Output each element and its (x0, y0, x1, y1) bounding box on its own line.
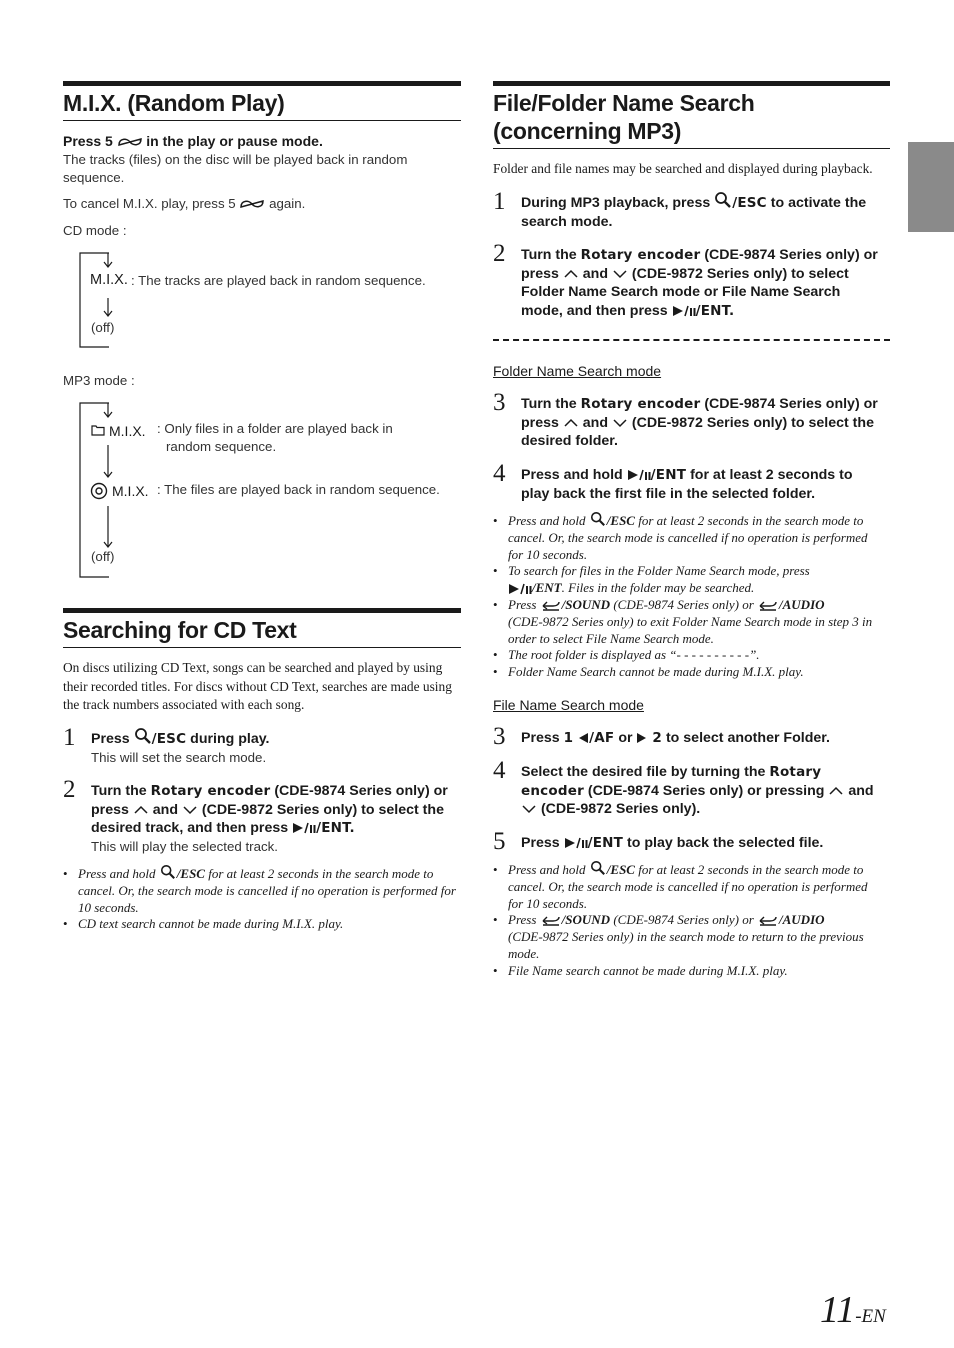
folder-note-2 (493, 563, 893, 597)
folder-step4-d: play back the first file in the selected folder. (521, 485, 816, 502)
file-step3-a: Press (521, 730, 560, 746)
file-step5-a: Press (521, 835, 560, 851)
file-note-2 (493, 912, 893, 962)
random-icon (239, 197, 265, 211)
folder-step2-rotary: Rotary encoder (580, 247, 701, 263)
folder-step4-a: Press and hold (521, 467, 623, 483)
file-step4-b: (CDE-9874 Series only) or pressing (587, 782, 825, 799)
page-number-suffix: -EN (855, 1306, 886, 1327)
cdtext-step2-f: desired track, and then press (91, 820, 289, 837)
random-icon (117, 135, 143, 149)
return-icon (757, 600, 779, 612)
file-step3-text (521, 729, 896, 748)
file-step3-d: or (618, 730, 633, 746)
file-step4-encoder: encoder (521, 782, 584, 799)
folder-notes (493, 513, 893, 681)
folder-step2-e: (CDE-9872 Series only) to select (631, 265, 849, 282)
file-note-1 (493, 862, 893, 912)
folder-title-line-2: (concerning MP3) (493, 118, 682, 144)
folder-step1-text (521, 194, 891, 231)
cdtext-step2-ent: /ENT. (316, 820, 355, 837)
cdtext-step2-a: Turn the (91, 783, 147, 799)
folder-step3-a: Turn the (521, 396, 577, 412)
file-step4-text (521, 763, 896, 819)
folder-section-title (493, 81, 890, 149)
cdtext-step1-c: during play. (190, 731, 270, 747)
search-icon (159, 864, 177, 880)
folder-note-3-audio: /AUDIO (779, 596, 825, 612)
file-step5-text (521, 834, 896, 853)
folder-note-3 (493, 597, 893, 647)
mix-press-instruction (63, 132, 463, 151)
cdtext-step1-sub: This will set the search mode. (91, 750, 267, 765)
chevron-down-icon (612, 418, 628, 428)
cd-mix-description: : The tracks are played back in random sequence. (131, 273, 426, 288)
play-pause-icon (292, 822, 316, 834)
folder-note-1-a: Press and hold (508, 513, 586, 528)
play-pause-icon (564, 837, 588, 849)
file-note-3: • File Name search cannot be made during M.I.X. play. (493, 963, 893, 980)
mp3-mode-label: MP3 mode : (63, 373, 135, 388)
folder-step4-text (521, 466, 896, 503)
cdtext-step2-text (91, 782, 466, 838)
file-step3-af: /AF (589, 730, 615, 746)
folder-step3-d: and (582, 414, 608, 431)
chevron-up-icon (828, 786, 844, 796)
mix-cancel-a: To cancel M.I.X. play, press 5 (63, 196, 236, 211)
cdtext-note-1-a: Press and hold (78, 866, 156, 881)
chevron-down-icon (182, 805, 198, 815)
file-note-2-e: (CDE-9872 Series only) in the search mode to return to the previous (508, 929, 864, 945)
mix-description: The tracks (files) on the disc will be played back in random sequence. (63, 152, 408, 185)
file-step4-rotary: Rotary (769, 764, 822, 780)
folder-note-3-c: (CDE-9874 Series only) or (613, 596, 754, 612)
mix-cancel-b: again. (269, 196, 306, 211)
file-note-2-c: (CDE-9874 Series only) or (613, 912, 754, 928)
file-step5-ent: /ENT (587, 835, 624, 851)
cdtext-step2-b: (CDE-9874 Series only) or (274, 783, 448, 799)
file-step4-number: 4 (493, 757, 506, 784)
file-step5-c: to play back the selected file. (627, 835, 824, 851)
folder-step1-esc: /ESC (732, 195, 767, 211)
folder-step2-f: Folder Name Search mode or File Name Search (521, 284, 841, 301)
disc-icon (90, 482, 108, 500)
file-step3-key1: 1 (563, 730, 574, 746)
cdtext-step2-c: press (91, 801, 129, 818)
file-note-1-c: for at least 2 seconds in the search mode to (638, 862, 864, 877)
file-note-1-esc: /ESC (606, 862, 635, 877)
cdtext-step2-sub: This will play the selected track. (91, 839, 278, 854)
search-icon (714, 191, 732, 209)
cdtext-step1-a: Press (91, 731, 130, 747)
mix-press-b: in the play or pause mode. (146, 133, 323, 149)
file-step4-d: (CDE-9872 Series only). (540, 801, 701, 818)
play-pause-icon (508, 583, 532, 595)
folder-step3-f: desired folder. (521, 433, 618, 450)
folder-step1-d: search mode. (521, 213, 613, 230)
right-arrow-icon (636, 732, 648, 744)
cdtext-step1-number: 1 (63, 724, 76, 751)
mix-title-text: M.I.X. (Random Play) (63, 90, 285, 116)
file-step4-c: and (848, 782, 874, 799)
folder-note-1-d: cancel. Or, the search mode is cancelled if no operation is performed (508, 529, 868, 545)
folder-step2-d: and (582, 265, 608, 282)
folder-step1-c: to activate the (770, 195, 867, 211)
folder-mode-heading: Folder Name Search mode (493, 363, 662, 379)
folder-step3-number: 3 (493, 389, 506, 416)
search-icon (134, 727, 152, 745)
folder-icon (91, 424, 105, 436)
folder-step4-number: 4 (493, 460, 506, 487)
mp3-off-label: (off) (91, 549, 115, 564)
chevron-down-icon (612, 269, 628, 279)
mp3-folder-mix-desc-2: random sequence. (166, 439, 277, 454)
cdtext-step2-rotary: Rotary encoder (150, 783, 271, 799)
folder-step2-b: (CDE-9874 Series only) or (704, 247, 878, 263)
folder-note-3-e: (CDE-9872 Series only) to exit Folder Name Search mode in step 3 in (508, 613, 873, 629)
mix-press-a: Press 5 (63, 133, 113, 149)
page-number-value: 11 (820, 1289, 856, 1331)
folder-note-1-e: for 10 seconds. (508, 546, 588, 562)
file-note-1-a: Press and hold (508, 862, 586, 877)
cdtext-step2-d: and (152, 801, 178, 818)
section-tab (908, 142, 954, 232)
cdtext-step2-e: (CDE-9872 Series only) to select the (201, 801, 444, 818)
folder-step1-a: During MP3 playback, press (521, 195, 711, 211)
folder-step4-c: for at least 2 seconds to (690, 467, 853, 483)
chevron-down-icon (521, 804, 537, 814)
cdtext-note-2: • CD text search cannot be made during M.I.X. play. (63, 916, 461, 933)
left-arrow-icon (577, 732, 589, 744)
dashed-divider (493, 339, 890, 341)
file-note-1-d: cancel. Or, the search mode is cancelled if no operation is performed (508, 878, 868, 894)
file-step3-f: to select another Folder. (665, 730, 830, 746)
file-note-2-f: mode. (508, 945, 540, 961)
search-icon (589, 511, 607, 527)
file-step5-number: 5 (493, 828, 506, 855)
chevron-up-icon (563, 269, 579, 279)
mp3-folder-mix-label: M.I.X. (109, 423, 146, 439)
search-icon (589, 860, 607, 876)
folder-note-3-a: Press (508, 596, 537, 612)
file-notes (493, 862, 893, 980)
cdtext-note-1 (63, 866, 461, 916)
mp3-folder-mix-desc-1: : Only files in a folder are played back in (157, 421, 393, 436)
folder-step2-ent: /ENT. (695, 302, 735, 319)
folder-step3-rotary: Rotary encoder (580, 396, 701, 412)
cdtext-title-text: Searching for CD Text (63, 617, 297, 643)
chevron-up-icon (133, 805, 149, 815)
folder-step3-c: press (521, 414, 559, 431)
return-icon (757, 915, 779, 927)
folder-note-5: • Folder Name Search cannot be made during M.I.X. play. (493, 664, 893, 681)
file-note-2-audio: /AUDIO (779, 912, 825, 928)
cdtext-step1-text (91, 730, 461, 749)
mp3-disc-mix-label: M.I.X. (112, 483, 149, 499)
page-number (820, 1288, 886, 1332)
folder-step2-text (521, 246, 896, 320)
cdtext-step1-esc: /ESC (151, 731, 187, 747)
folder-note-4: • The root folder is displayed as “- - - - - - - - - -”. (493, 647, 893, 664)
folder-note-2-a: • To search for files in the Folder Name Search mode, press (508, 563, 810, 579)
folder-step3-text (521, 395, 896, 451)
folder-note-1 (493, 513, 893, 563)
folder-intro: Folder and file names may be searched and displayed during playback. (493, 161, 873, 176)
mix-section-title (63, 81, 461, 121)
chevron-up-icon (563, 418, 579, 428)
cdtext-step2-number: 2 (63, 776, 76, 803)
folder-step2-g: mode, and then press (521, 302, 668, 319)
folder-note-2-c: . Files in the folder may be searched. (561, 580, 755, 596)
folder-title-line-1: File/Folder Name Search (493, 90, 755, 116)
folder-step1-number: 1 (493, 188, 506, 215)
mix-cancel-instruction (63, 195, 458, 213)
cd-mode-label: CD mode : (63, 223, 127, 238)
mp3-disc-mix-desc: : The files are played back in random sequence. (157, 482, 440, 497)
cd-mix-label: M.I.X. (90, 272, 128, 288)
cd-off-label: (off) (91, 320, 115, 335)
cdtext-note-1-c: for at least 2 seconds in the search mode to cancel. Or, the search mode is cancelled if no operation is performed for 10 seconds. (78, 866, 456, 915)
cdtext-note-1-esc: /ESC (176, 866, 205, 881)
play-pause-icon (627, 469, 651, 481)
folder-note-3-sound: /SOUND (561, 596, 611, 612)
folder-step2-number: 2 (493, 240, 506, 267)
folder-step2-a: Turn the (521, 247, 577, 263)
folder-step3-b: (CDE-9874 Series only) or (704, 396, 878, 412)
file-step3-key2: 2 (652, 730, 662, 746)
cdtext-notes (63, 866, 461, 933)
file-note-2-a: Press (508, 912, 537, 928)
folder-step4-ent: /ENT (650, 467, 687, 483)
file-note-2-sound: /SOUND (561, 912, 611, 928)
folder-note-1-c: for at least 2 seconds in the search mode to (638, 513, 864, 528)
folder-note-1-esc: /ESC (606, 513, 635, 528)
play-pause-icon (672, 305, 696, 317)
folder-step3-e: (CDE-9872 Series only) to select the (631, 414, 874, 431)
cdtext-section-title (63, 608, 461, 648)
file-mode-heading: File Name Search mode (493, 697, 644, 713)
folder-note-2-ent: /ENT (532, 580, 562, 596)
return-icon (540, 600, 562, 612)
folder-note-3-f: order to select File Name Search mode. (508, 630, 714, 646)
return-icon (540, 915, 562, 927)
file-step3-number: 3 (493, 723, 506, 750)
cdtext-intro: On discs utilizing CD Text, songs can be searched and played by using their recorded titles. For discs without CD Text, searches are made using the track numbers associated with each song. (63, 660, 452, 712)
file-note-1-e: for 10 seconds. (508, 895, 588, 911)
file-step4-a: Select the desired file by turning the (521, 764, 766, 780)
folder-step2-c: press (521, 265, 559, 282)
